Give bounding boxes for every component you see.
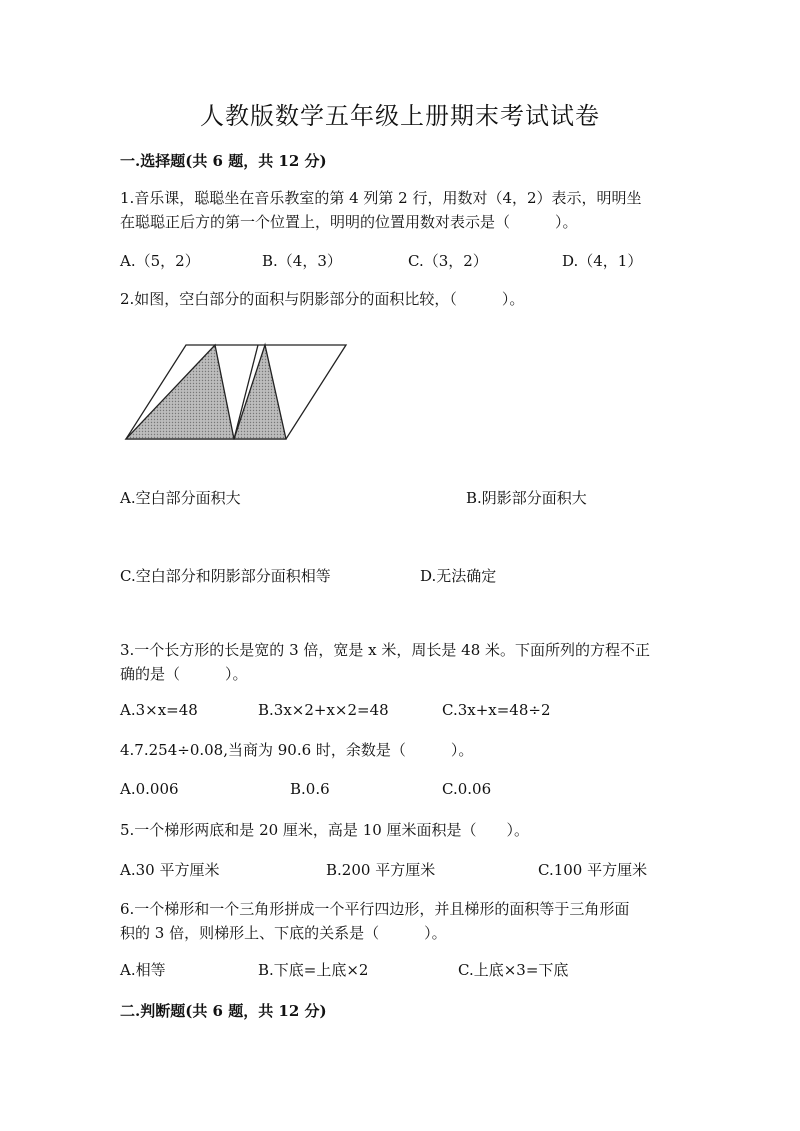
section-heading-choice: 一.选择题(共 6 题，共 12 分) [120, 152, 327, 170]
q3-option-a: A.3×x=48 [120, 701, 198, 719]
q1-option-d: D.（4，1） [562, 252, 643, 270]
question-3-line-1: 3.一个长方形的长是宽的 3 倍，宽是 x 米，周长是 48 米。下面所列的方程不正 [120, 641, 651, 659]
q2-option-d: D.无法确定 [420, 567, 497, 585]
question-4-line-1: 4.7.254÷0.08,当商为 90.6 时，余数是（ ）。 [120, 741, 474, 759]
question-1-line-2: 在聪聪正后方的第一个位置上，明明的位置用数对表示是（ ）。 [120, 213, 578, 231]
question-1-line-1: 1.音乐课，聪聪坐在音乐教室的第 4 列第 2 行，用数对（4，2）表示，明明坐 [120, 189, 642, 207]
q6-option-b: B.下底=上底×2 [258, 961, 369, 979]
question-1 [120, 186, 680, 234]
q3-option-b: B.3x×2+x×2=48 [258, 701, 389, 719]
q4-option-c: C.0.06 [442, 780, 492, 798]
question-5-line-1: 5.一个梯形两底和是 20 厘米，高是 10 厘米面积是（ ）。 [120, 821, 530, 839]
question-2 [120, 287, 680, 311]
q2-option-a: A.空白部分面积大 [120, 489, 241, 507]
q1-option-b: B.（4，3） [262, 252, 342, 270]
q5-option-b: B.200 平方厘米 [326, 861, 436, 879]
q2-option-c: C.空白部分和阴影部分面积相等 [120, 567, 331, 585]
q5-option-a: A.30 平方厘米 [120, 861, 220, 879]
question-2-line-1: 2.如图，空白部分的面积与阴影部分的面积比较，（ ）。 [120, 290, 525, 308]
question-4 [120, 738, 680, 762]
question-3-line-2: 确的是（ ）。 [120, 665, 248, 683]
q3-option-c: C.3x+x=48÷2 [442, 701, 551, 719]
q6-option-c: C.上底×3=下底 [458, 961, 569, 979]
q2-option-b: B.阴影部分面积大 [466, 489, 587, 507]
section-heading-judgment: 二.判断题(共 6 题，共 12 分) [120, 1002, 327, 1020]
q4-option-b: B.0.6 [290, 780, 330, 798]
q4-option-a: A.0.006 [120, 780, 179, 798]
q6-option-a: A.相等 [120, 961, 166, 979]
q1-option-a: A.（5，2） [120, 252, 200, 270]
q1-option-c: C.（3，2） [408, 252, 488, 270]
question-3 [120, 638, 680, 686]
question-6-line-2: 积的 3 倍，则梯形上、下底的关系是（ ）。 [120, 924, 447, 942]
parallelogram-figure [120, 340, 360, 450]
page-title: 人教版数学五年级上册期末考试试卷 [200, 102, 600, 130]
question-5 [120, 818, 680, 842]
question-6 [120, 897, 680, 945]
question-6-line-1: 6.一个梯形和一个三角形拼成一个平行四边形，并且梯形的面积等于三角形面 [120, 900, 630, 918]
q5-option-c: C.100 平方厘米 [538, 861, 648, 879]
